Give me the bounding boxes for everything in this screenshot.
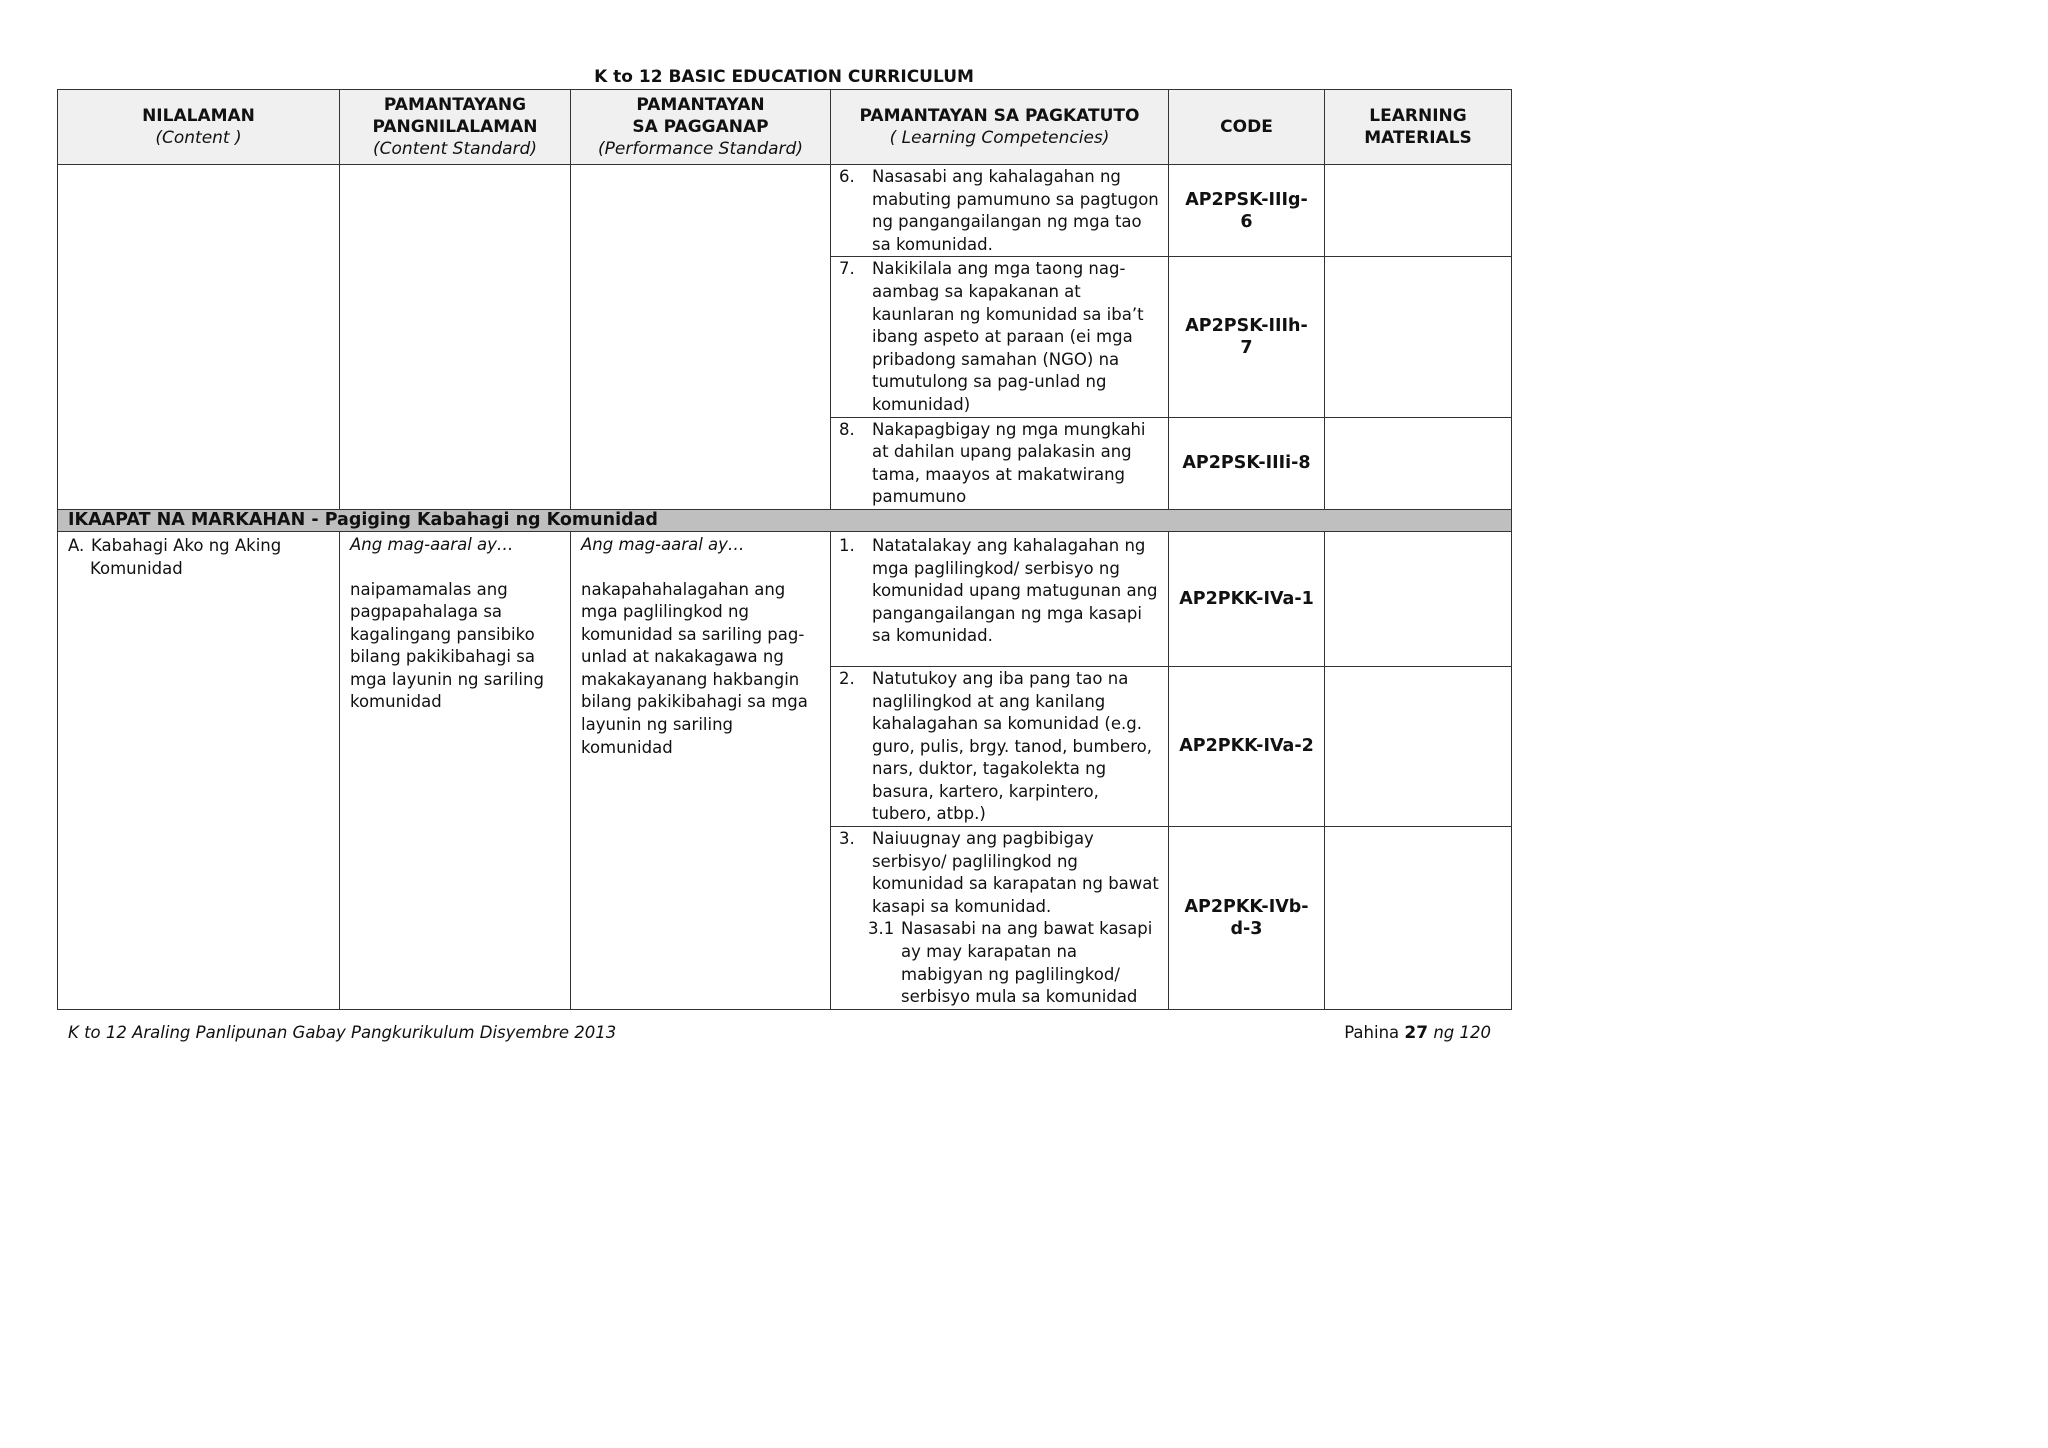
learning-materials-cell xyxy=(1325,827,1512,1010)
header-performance-standard-line1: PAMANTAYAN xyxy=(636,95,765,115)
competency-number: 1. xyxy=(839,535,855,555)
content-line: Kabahagi Ako ng Aking xyxy=(91,535,282,555)
competency-text: Natutukoy ang iba pang tao na naglilingkod at ang kanilang kahalagahan sa komunidad (e.g. guro, pulis, brgy. tanod, bumbero, nars, duktor, tagakolekta ng basura, kartero, karpintero, tubero, atbp.) xyxy=(872,668,1152,824)
code-line: 6 xyxy=(1240,211,1253,232)
header-learning-materials-line2: MATERIALS xyxy=(1364,128,1472,148)
competency-cell xyxy=(831,257,1169,417)
code-line: 7 xyxy=(1240,337,1253,358)
header-learning-materials xyxy=(1325,90,1512,165)
quarter-heading: IKAAPAT NA MARKAHAN - Pagiging Kabahagi ng Komunidad xyxy=(58,509,1512,531)
footer-document-name: K to 12 Araling Panlipunan Gabay Pangkurikulum Disyembre 2013 xyxy=(68,1023,617,1042)
competency-text: Nasasabi ang kahalagahan ng mabuting pamumuno sa pagtugon ng pangangailangan ng mga tao sa komunidad. xyxy=(872,167,1159,254)
content-cell xyxy=(58,531,340,1009)
content-line: Komunidad xyxy=(90,558,183,578)
competency-number: 6. xyxy=(839,167,855,186)
header-content-standard-line2: PANGNILALAMAN xyxy=(372,117,538,137)
footer-page-current: 27 xyxy=(1404,1023,1429,1043)
learning-materials-cell xyxy=(1325,165,1512,257)
learning-materials-cell xyxy=(1325,257,1512,417)
code-cell xyxy=(1169,165,1325,257)
header-code-title: CODE xyxy=(1220,117,1273,137)
header-content xyxy=(58,90,340,165)
header-learning-competencies-subtitle: ( Learning Competencies) xyxy=(889,128,1110,148)
footer-page-total: ng 120 xyxy=(1433,1023,1491,1042)
competency-number: 2. xyxy=(839,668,855,688)
learning-materials-cell xyxy=(1325,531,1512,666)
header-content-subtitle: (Content ) xyxy=(155,128,242,148)
content-standard-cell-empty xyxy=(340,165,571,510)
header-content-standard-line1: PAMANTAYANG xyxy=(383,95,527,115)
code-cell xyxy=(1169,827,1325,1010)
code-line: AP2PSK-IIIi-8 xyxy=(1182,453,1311,474)
table-row xyxy=(58,165,1512,257)
code-line: AP2PKK-IVa-2 xyxy=(1179,736,1314,757)
sub-competency-number: 3.1 xyxy=(868,919,895,939)
header-performance-standard-subtitle: (Performance Standard) xyxy=(598,139,803,159)
quarter-heading-row xyxy=(58,509,1512,531)
content-standard-text: naipamamalas ang pagpapahalaga sa kagalingang pansibiko bilang pakikibahagi sa mga layunin ng sariling komunidad xyxy=(350,579,544,712)
footer-page-word: Pahina xyxy=(1344,1023,1400,1042)
learning-materials-cell xyxy=(1325,417,1512,509)
code-line: AP2PKK-IVa-1 xyxy=(1179,588,1314,609)
table-row xyxy=(58,531,1512,666)
competency-text: Naiuugnay ang pagbibigay serbisyo/ paglilingkod ng komunidad sa karapatan ng bawat kasapi sa komunidad. xyxy=(872,829,1159,916)
competency-text: Nakapagbigay ng mga mungkahi at dahilan upang palakasin ang tama, maayos at makatwirang pamumuno xyxy=(872,419,1146,507)
code-cell xyxy=(1169,666,1325,826)
performance-standard-text: nakapahahalagahan ang mga paglilingkod ng komunidad sa sariling pag-unlad at nakakagawa ng makakayanang hakbangin bilang pakikibahagi sa mga layunin ng sariling komunidad xyxy=(581,579,808,757)
competency-text: Nakikilala ang mga taong nag-aambag sa kapakanan at kaunlaran ng komunidad sa iba’t ibang aspeto at paraan (ei mga pribadong samahan (NGO) na tumutulong sa pag-unlad ng komunidad) xyxy=(872,259,1144,414)
header-code xyxy=(1169,90,1325,165)
content-letter: A. xyxy=(68,535,85,555)
curriculum-table xyxy=(57,89,1512,1010)
header-learning-competencies xyxy=(831,90,1169,165)
content-cell-empty xyxy=(58,165,340,510)
document-title: K to 12 BASIC EDUCATION CURRICULUM xyxy=(594,67,974,87)
competency-number: 3. xyxy=(839,829,855,849)
competency-cell xyxy=(831,827,1169,1010)
header-performance-standard-line2: SA PAGGANAP xyxy=(632,117,769,137)
competency-number: 8. xyxy=(839,419,855,439)
code-cell xyxy=(1169,417,1325,509)
code-line: AP2PSK-IIIg- xyxy=(1185,189,1308,210)
code-line: AP2PSK-IIIh- xyxy=(1185,315,1308,336)
spacer xyxy=(350,557,562,579)
competency-text: Natatalakay ang kahalagahan ng mga paglilingkod/ serbisyo ng komunidad upang matugunan ang pangangailangan ng mga kasapi sa komunidad. xyxy=(872,535,1158,646)
footer-page-number xyxy=(1344,1023,1491,1043)
code-line: AP2PKK-IVb- xyxy=(1184,896,1309,917)
header-content-standard-subtitle: (Content Standard) xyxy=(373,139,537,159)
performance-standard-intro: Ang mag-aaral ay… xyxy=(581,534,745,554)
header-learning-materials-line1: LEARNING xyxy=(1369,106,1467,126)
competency-cell xyxy=(831,165,1169,257)
performance-standard-cell xyxy=(571,531,831,1009)
header-learning-competencies-title: PAMANTAYAN SA PAGKATUTO xyxy=(859,106,1140,126)
spacer xyxy=(581,557,822,579)
code-cell xyxy=(1169,257,1325,417)
content-standard-intro: Ang mag-aaral ay… xyxy=(350,534,514,554)
code-line: d-3 xyxy=(1230,918,1263,939)
content-standard-cell xyxy=(340,531,571,1009)
competency-cell xyxy=(831,417,1169,509)
competency-cell xyxy=(831,531,1169,666)
header-performance-standard xyxy=(571,90,831,165)
header-content-title: NILALAMAN xyxy=(142,106,255,126)
sub-competency-first-line: Nasasabi na ang bawat kasapi xyxy=(901,919,1153,939)
code-cell xyxy=(1169,531,1325,666)
performance-standard-cell-empty xyxy=(571,165,831,510)
header-content-standard xyxy=(340,90,571,165)
table-header-row xyxy=(58,90,1512,165)
sub-competency-text: ay may karapatan na mabigyan ng paglilingkod/ serbisyo mula sa komunidad xyxy=(901,942,1138,1007)
competency-cell xyxy=(831,666,1169,826)
competency-number: 7. xyxy=(839,259,855,279)
learning-materials-cell xyxy=(1325,666,1512,826)
